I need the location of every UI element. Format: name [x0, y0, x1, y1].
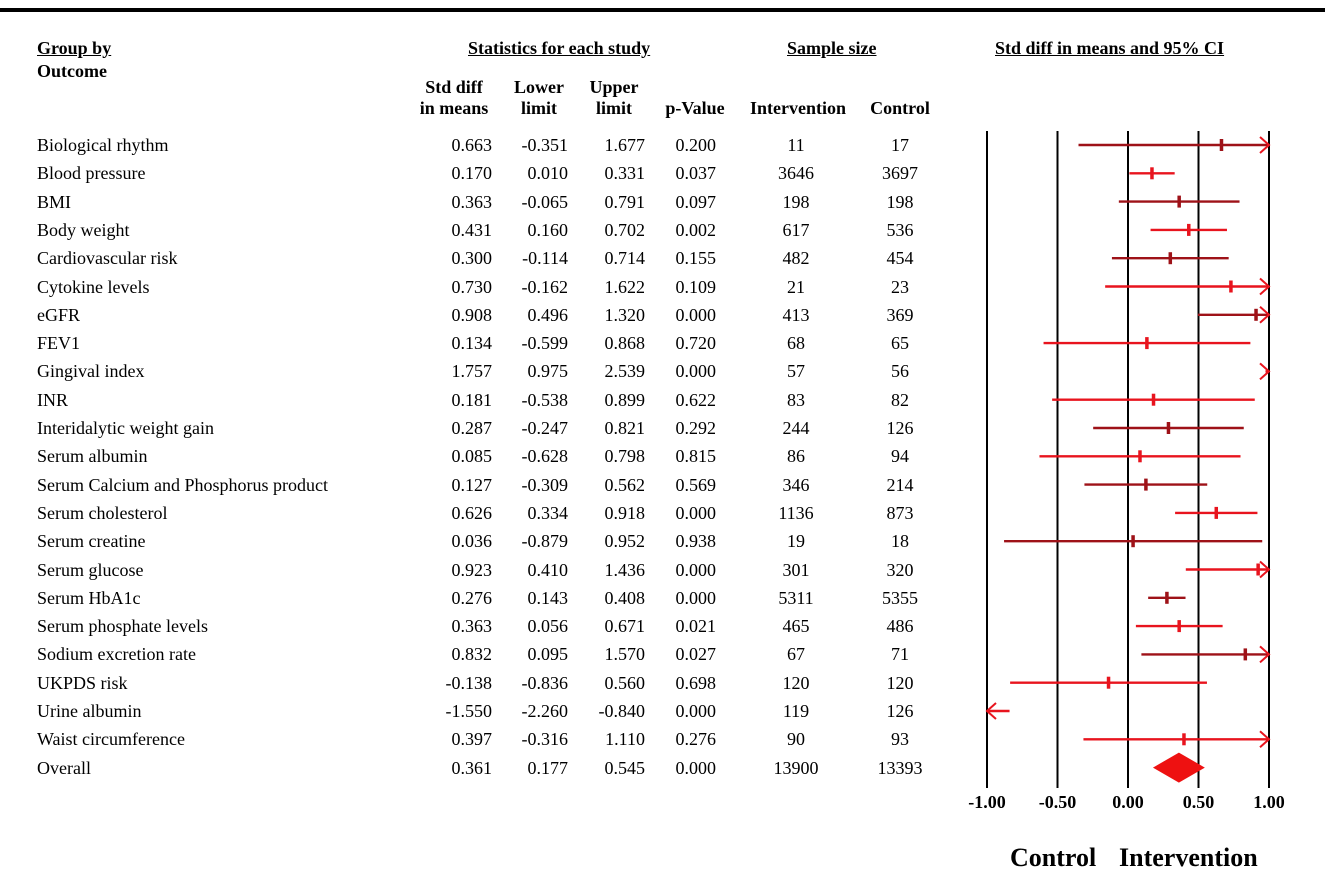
std-diff-value: 0.626 — [451, 502, 492, 523]
x-tick-label: 1.00 — [1253, 792, 1285, 812]
upper-limit-value: 0.560 — [604, 672, 645, 693]
upper-limit-value: 0.952 — [604, 531, 645, 552]
std-diff-value: 0.397 — [451, 729, 492, 750]
x-tick-label: 0.00 — [1112, 792, 1144, 812]
intervention-n: 617 — [782, 219, 810, 240]
col-upper-header: Upper limit — [589, 77, 639, 118]
group-by-header: Group by — [37, 38, 112, 58]
outcome-name: Serum glucose — [37, 559, 144, 580]
upper-limit-value: 1.677 — [604, 135, 645, 155]
outcome-name: FEV1 — [37, 333, 81, 354]
lower-limit-value: 0.143 — [527, 587, 568, 608]
std-diff-value: 0.036 — [451, 531, 492, 552]
upper-limit-value: 1.622 — [604, 276, 645, 297]
upper-limit-value: 0.821 — [604, 418, 645, 438]
intervention-n: 86 — [787, 446, 805, 467]
control-n: 82 — [891, 389, 909, 410]
control-n: 126 — [886, 418, 914, 438]
control-n: 320 — [886, 559, 914, 580]
p-value: 0.200 — [675, 135, 716, 155]
outcome-name: Serum phosphate levels — [37, 616, 208, 637]
control-n: 23 — [891, 276, 909, 297]
upper-limit-value: 0.331 — [604, 163, 645, 184]
std-diff-value: 0.361 — [451, 757, 492, 778]
lower-limit-value: 0.056 — [527, 616, 568, 637]
outcome-name: Serum creatine — [37, 531, 146, 552]
p-value: 0.276 — [675, 729, 716, 750]
intervention-n: 90 — [787, 729, 805, 750]
outcome-name: INR — [37, 389, 68, 410]
intervention-n: 5311 — [778, 587, 814, 608]
std-diff-value: 0.300 — [451, 248, 492, 269]
control-n: 5355 — [882, 587, 918, 608]
control-n: 214 — [886, 474, 914, 495]
outcome-name: UKPDS risk — [37, 672, 128, 693]
p-value: 0.000 — [675, 304, 716, 325]
upper-limit-value: 1.570 — [604, 644, 645, 665]
upper-limit-value: 0.562 — [604, 474, 645, 495]
lower-limit-value: -0.628 — [521, 446, 568, 467]
control-n: 126 — [886, 701, 914, 721]
intervention-n: 301 — [782, 559, 810, 580]
lower-limit-value: -2.260 — [521, 701, 568, 721]
outcome-name: Serum HbA1c — [37, 587, 141, 608]
intervention-n: 19 — [787, 531, 805, 552]
overall-diamond — [1153, 753, 1205, 783]
upper-limit-value: 0.798 — [604, 446, 645, 467]
intervention-n: 11 — [787, 135, 805, 155]
control-n: 536 — [886, 219, 914, 240]
outcome-name: BMI — [37, 191, 72, 212]
control-label: Control — [1010, 843, 1097, 872]
lower-limit-value: -0.879 — [521, 531, 568, 552]
std-diff-value: -0.138 — [445, 672, 492, 693]
upper-limit-value: 0.868 — [604, 333, 645, 354]
upper-limit-value: 0.408 — [604, 587, 645, 608]
lower-limit-value: 0.010 — [527, 163, 568, 184]
p-value: 0.815 — [675, 446, 716, 467]
outcome-name: Serum cholesterol — [37, 502, 168, 523]
lower-limit-value: 0.160 — [527, 219, 568, 240]
control-n: 18 — [891, 531, 909, 552]
lower-limit-value: -0.599 — [521, 333, 568, 354]
outcome-name: Cardiovascular risk — [37, 248, 178, 269]
std-diff-value: 0.181 — [451, 389, 492, 410]
lower-limit-value: -0.247 — [521, 418, 568, 438]
intervention-n: 482 — [782, 248, 810, 269]
intervention-n: 57 — [787, 361, 805, 382]
upper-limit-value: 2.539 — [604, 361, 645, 382]
intervention-n: 244 — [782, 418, 810, 438]
lower-limit-value: 0.334 — [527, 502, 568, 523]
upper-limit-value: 1.320 — [604, 304, 645, 325]
p-value: 0.000 — [675, 502, 716, 523]
std-diff-value: 0.170 — [451, 163, 492, 184]
outcome-name: Gingival index — [37, 361, 145, 382]
control-n: 93 — [891, 729, 909, 750]
control-n: 873 — [886, 502, 914, 523]
col-lower-header: Lower limit — [514, 77, 564, 118]
lower-limit-value: -0.309 — [521, 474, 568, 495]
std-diff-value: 0.663 — [451, 135, 492, 155]
upper-limit-value: 1.110 — [605, 729, 645, 750]
upper-limit-value: 0.791 — [604, 191, 645, 212]
outcome-name: Body weight — [37, 219, 130, 240]
control-n: 56 — [891, 361, 909, 382]
std-diff-value: 0.730 — [451, 276, 492, 297]
lower-limit-value: -0.538 — [521, 389, 568, 410]
outcome-name: Interidalytic weight gain — [37, 418, 214, 438]
outcome-name: Cytokine levels — [37, 276, 150, 297]
p-value: 0.000 — [675, 587, 716, 608]
upper-limit-value: 1.436 — [604, 559, 645, 580]
outcome-name: Biological rhythm — [37, 135, 169, 155]
intervention-n: 198 — [782, 191, 810, 212]
col-control-header: Control — [870, 98, 930, 118]
p-value: 0.000 — [675, 361, 716, 382]
std-diff-value: 0.363 — [451, 616, 492, 637]
upper-limit-value: -0.840 — [598, 701, 645, 721]
intervention-n: 465 — [782, 616, 810, 637]
sample-group-header: Sample size — [787, 38, 877, 58]
intervention-n: 67 — [787, 644, 805, 665]
outcome-name: Sodium excretion rate — [37, 644, 196, 665]
outcome-name: eGFR — [37, 304, 81, 325]
intervention-n: 3646 — [778, 163, 814, 184]
outcome-name: Urine albumin — [37, 701, 142, 721]
lower-limit-value: -0.316 — [521, 729, 568, 750]
outcome-name: Waist circumference — [37, 729, 185, 750]
lower-limit-value: 0.496 — [527, 304, 568, 325]
p-value: 0.569 — [675, 474, 716, 495]
std-diff-value: 0.431 — [451, 219, 492, 240]
intervention-n: 13900 — [773, 757, 819, 778]
std-diff-value: -1.550 — [445, 701, 492, 721]
control-n: 120 — [886, 672, 914, 693]
control-n: 454 — [886, 248, 914, 269]
col-std-header: Std diff in means — [419, 77, 489, 118]
upper-limit-value: 0.918 — [604, 502, 645, 523]
stats-group-header: Statistics for each study — [468, 38, 651, 58]
control-n: 198 — [886, 191, 914, 212]
control-n: 94 — [891, 446, 909, 467]
col-intervention-header: Intervention — [750, 98, 846, 118]
std-diff-value: 0.085 — [451, 446, 492, 467]
outcome-name: Blood pressure — [37, 163, 146, 184]
upper-limit-value: 0.671 — [604, 616, 645, 637]
upper-limit-value: 0.702 — [604, 219, 645, 240]
outcome-name: Serum Calcium and Phosphorus product — [37, 474, 328, 495]
intervention-n: 21 — [787, 276, 805, 297]
ci-group-header: Std diff in means and 95% CI — [995, 38, 1225, 58]
p-value: 0.720 — [675, 333, 716, 354]
outcome-name: Overall — [37, 757, 91, 778]
control-n: 369 — [886, 304, 914, 325]
lower-limit-value: 0.095 — [527, 644, 568, 665]
x-tick-label: -0.50 — [1038, 792, 1077, 812]
std-diff-value: 0.276 — [451, 587, 492, 608]
intervention-n: 120 — [782, 672, 810, 693]
ci-arrow-right — [1260, 363, 1269, 379]
lower-limit-value: -0.351 — [521, 135, 568, 155]
control-n: 71 — [891, 644, 909, 665]
std-diff-value: 0.832 — [451, 644, 492, 665]
control-n: 13393 — [877, 757, 923, 778]
control-n: 486 — [886, 616, 914, 637]
lower-limit-value: -0.065 — [521, 191, 568, 212]
p-value: 0.037 — [675, 163, 716, 184]
x-tick-label: -1.00 — [968, 792, 1006, 812]
std-diff-value: 0.287 — [451, 418, 492, 438]
p-value: 0.000 — [675, 757, 716, 778]
upper-limit-value: 0.545 — [604, 757, 645, 778]
intervention-n: 346 — [782, 474, 810, 495]
intervention-label: Intervention — [1119, 843, 1258, 872]
control-n: 65 — [891, 333, 909, 354]
std-diff-value: 0.127 — [451, 474, 492, 495]
outcome-header: Outcome — [37, 61, 107, 81]
p-value: 0.155 — [675, 248, 716, 269]
lower-limit-value: -0.162 — [521, 276, 568, 297]
p-value: 0.698 — [675, 672, 716, 693]
intervention-n: 83 — [787, 389, 805, 410]
p-value: 0.938 — [675, 531, 716, 552]
p-value: 0.292 — [675, 418, 716, 438]
intervention-n: 413 — [782, 304, 810, 325]
p-value: 0.109 — [675, 276, 716, 297]
lower-limit-value: -0.114 — [522, 248, 568, 269]
lower-limit-value: 0.410 — [527, 559, 568, 580]
upper-limit-value: 0.714 — [604, 248, 645, 269]
lower-limit-value: -0.836 — [521, 672, 568, 693]
std-diff-value: 0.363 — [451, 191, 492, 212]
p-value: 0.027 — [675, 644, 716, 665]
std-diff-value: 1.757 — [451, 361, 492, 382]
std-diff-value: 0.134 — [451, 333, 492, 354]
upper-limit-value: 0.899 — [604, 389, 645, 410]
p-value: 0.622 — [675, 389, 716, 410]
lower-limit-value: 0.177 — [527, 757, 568, 778]
intervention-n: 68 — [787, 333, 805, 354]
lower-limit-value: 0.975 — [527, 361, 568, 382]
p-value: 0.021 — [675, 616, 716, 637]
p-value: 0.002 — [675, 219, 716, 240]
std-diff-value: 0.908 — [451, 304, 492, 325]
intervention-n: 1136 — [778, 502, 814, 523]
p-value: 0.000 — [675, 701, 716, 721]
control-n: 17 — [891, 135, 909, 155]
std-diff-value: 0.923 — [451, 559, 492, 580]
outcome-name: Serum albumin — [37, 446, 148, 467]
control-n: 3697 — [882, 163, 918, 184]
x-tick-label: 0.50 — [1182, 792, 1215, 812]
col-p-header: p-Value — [665, 98, 725, 118]
intervention-n: 119 — [782, 701, 810, 721]
p-value: 0.097 — [675, 191, 716, 212]
p-value: 0.000 — [675, 559, 716, 580]
